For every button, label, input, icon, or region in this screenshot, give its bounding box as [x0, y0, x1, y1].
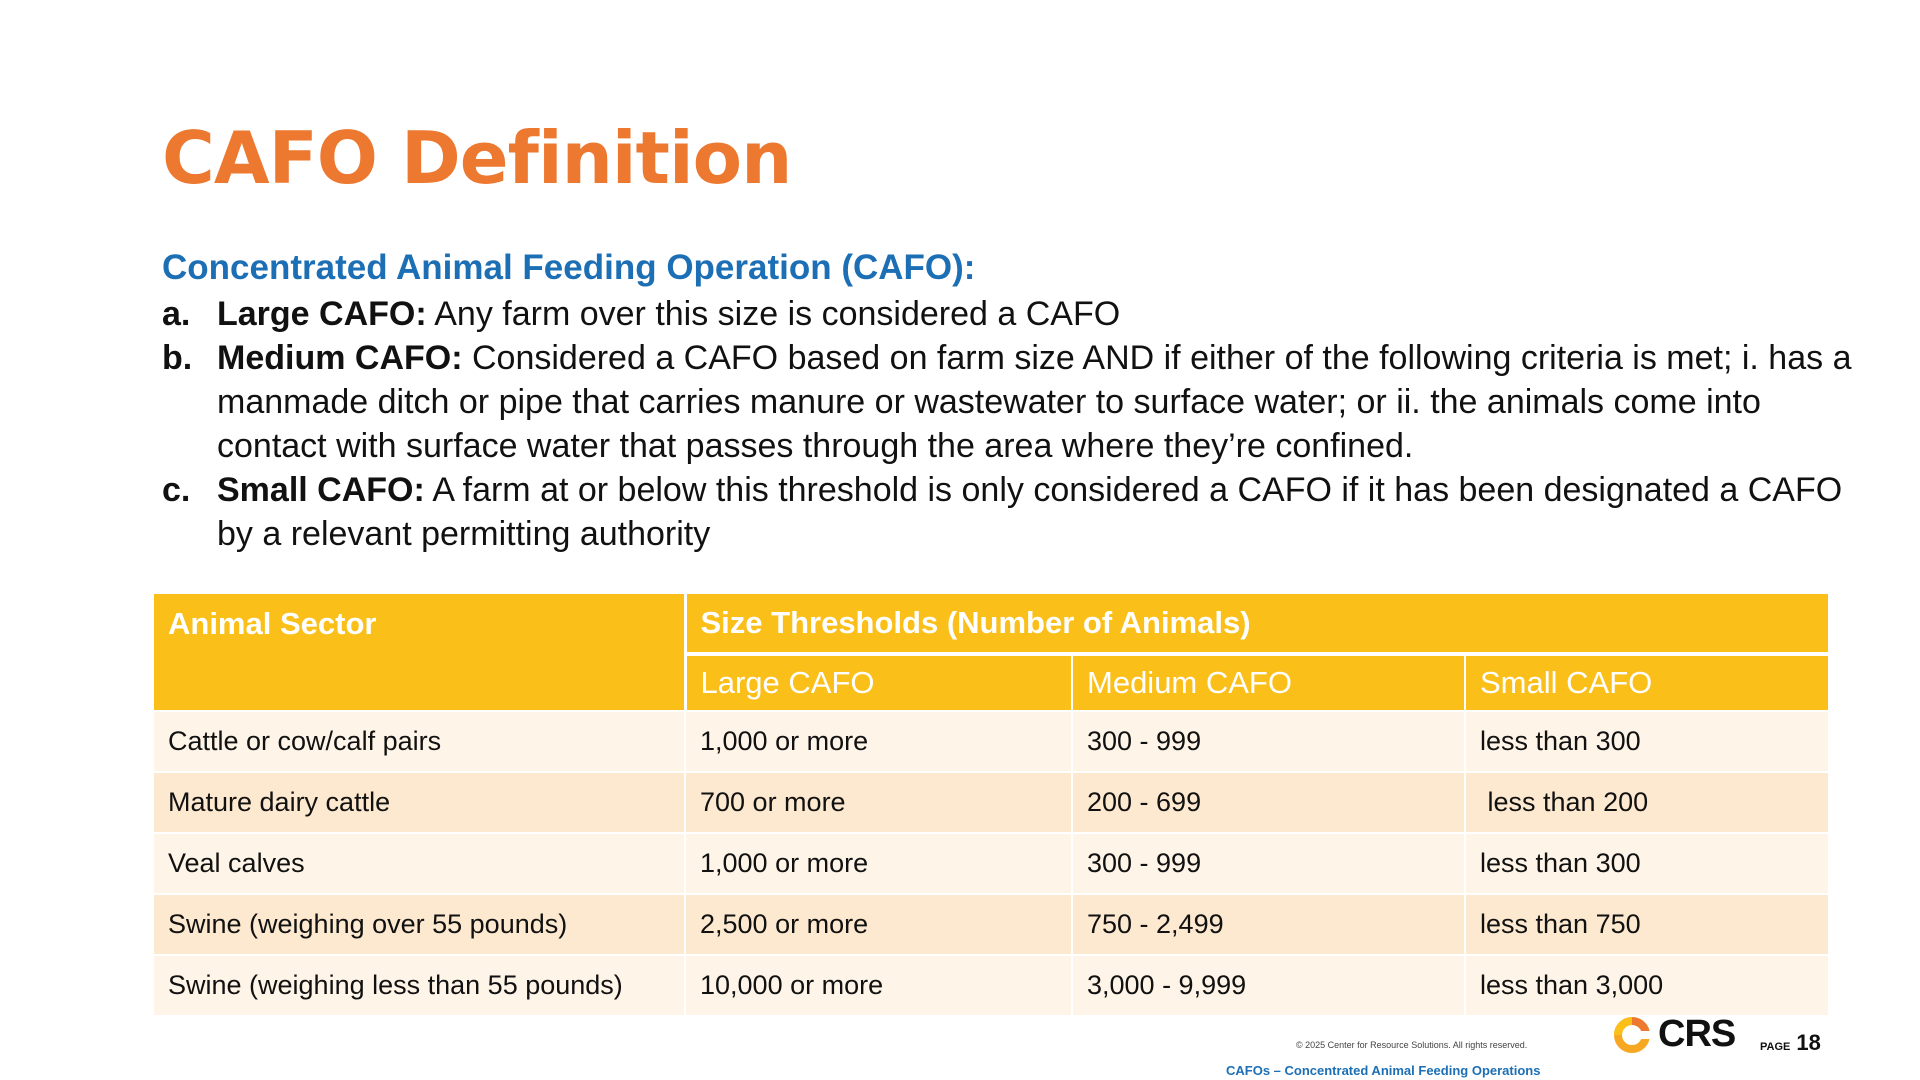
cell-small: less than 300 — [1465, 833, 1828, 894]
definition-item-medium — [162, 336, 1862, 468]
definition-heading: Concentrated Animal Feeding Operation (CAFO): — [162, 248, 976, 287]
list-marker: b. — [162, 339, 193, 377]
cell-small: less than 3,000 — [1465, 955, 1828, 1015]
definition-term: Medium CAFO: — [217, 339, 463, 377]
cell-medium: 300 - 999 — [1072, 833, 1465, 894]
cell-medium: 750 - 2,499 — [1072, 894, 1465, 955]
cell-animal-sector: Swine (weighing less than 55 pounds) — [154, 955, 685, 1015]
page-value: 18 — [1796, 1030, 1821, 1055]
definition-term: Small CAFO: — [217, 471, 425, 509]
table-row — [154, 772, 1828, 833]
list-marker: c. — [162, 471, 191, 509]
cell-small: less than 300 — [1465, 711, 1828, 772]
definition-item-large — [162, 292, 1862, 336]
cell-animal-sector: Swine (weighing over 55 pounds) — [154, 894, 685, 955]
definition-text: Any farm over this size is considered a CAFO — [426, 295, 1121, 333]
header-large-cafo: Large CAFO — [685, 654, 1072, 711]
definition-term: Large CAFO: — [217, 295, 427, 333]
cell-large: 2,500 or more — [685, 894, 1072, 955]
header-size-thresholds: Size Thresholds (Number of Animals) — [685, 594, 1828, 654]
definition-item-small — [162, 468, 1862, 556]
page-number — [1760, 1030, 1821, 1056]
cell-medium: 200 - 699 — [1072, 772, 1465, 833]
crs-logo-icon — [1612, 1015, 1652, 1055]
cell-medium: 3,000 - 9,999 — [1072, 955, 1465, 1015]
footer-copyright: © 2025 Center for Resource Solutions. All rights reserved. — [1296, 1040, 1528, 1050]
cell-large: 10,000 or more — [685, 955, 1072, 1015]
table-row — [154, 833, 1828, 894]
header-medium-cafo: Medium CAFO — [1072, 654, 1465, 711]
page-label: PAGE — [1760, 1041, 1791, 1053]
definition-section — [162, 246, 1862, 556]
header-animal-sector: Animal Sector — [154, 594, 685, 711]
slide-title: CAFO Definition — [162, 116, 792, 200]
definition-text: Considered a CAFO based on farm size AND if either of the following criteria is met; i. has a manmade ditch or pipe that carries manure or wastewater to surface water; or ii. the animals come into contact with surface water that passes through the area where they’re confined. — [217, 339, 1852, 465]
cell-medium: 300 - 999 — [1072, 711, 1465, 772]
cell-small: less than 200 — [1465, 772, 1828, 833]
cell-large: 1,000 or more — [685, 711, 1072, 772]
cell-large: 1,000 or more — [685, 833, 1072, 894]
cell-animal-sector: Mature dairy cattle — [154, 772, 685, 833]
footer-subtitle: CAFOs – Concentrated Animal Feeding Operations — [1226, 1063, 1541, 1078]
size-thresholds-table — [154, 594, 1828, 1015]
cell-animal-sector: Veal calves — [154, 833, 685, 894]
logo-text: CRS — [1658, 1013, 1736, 1055]
crs-logo — [1612, 1013, 1735, 1056]
cell-large: 700 or more — [685, 772, 1072, 833]
definition-text: A farm at or below this threshold is only considered a CAFO if it has been designated a CAFO by a relevant permitting authority — [217, 471, 1843, 553]
list-marker: a. — [162, 295, 191, 333]
header-small-cafo: Small CAFO — [1465, 654, 1828, 711]
table-row — [154, 955, 1828, 1015]
definition-list — [162, 292, 1862, 556]
table-row — [154, 711, 1828, 772]
cell-animal-sector: Cattle or cow/calf pairs — [154, 711, 685, 772]
table-row — [154, 894, 1828, 955]
cell-small: less than 750 — [1465, 894, 1828, 955]
